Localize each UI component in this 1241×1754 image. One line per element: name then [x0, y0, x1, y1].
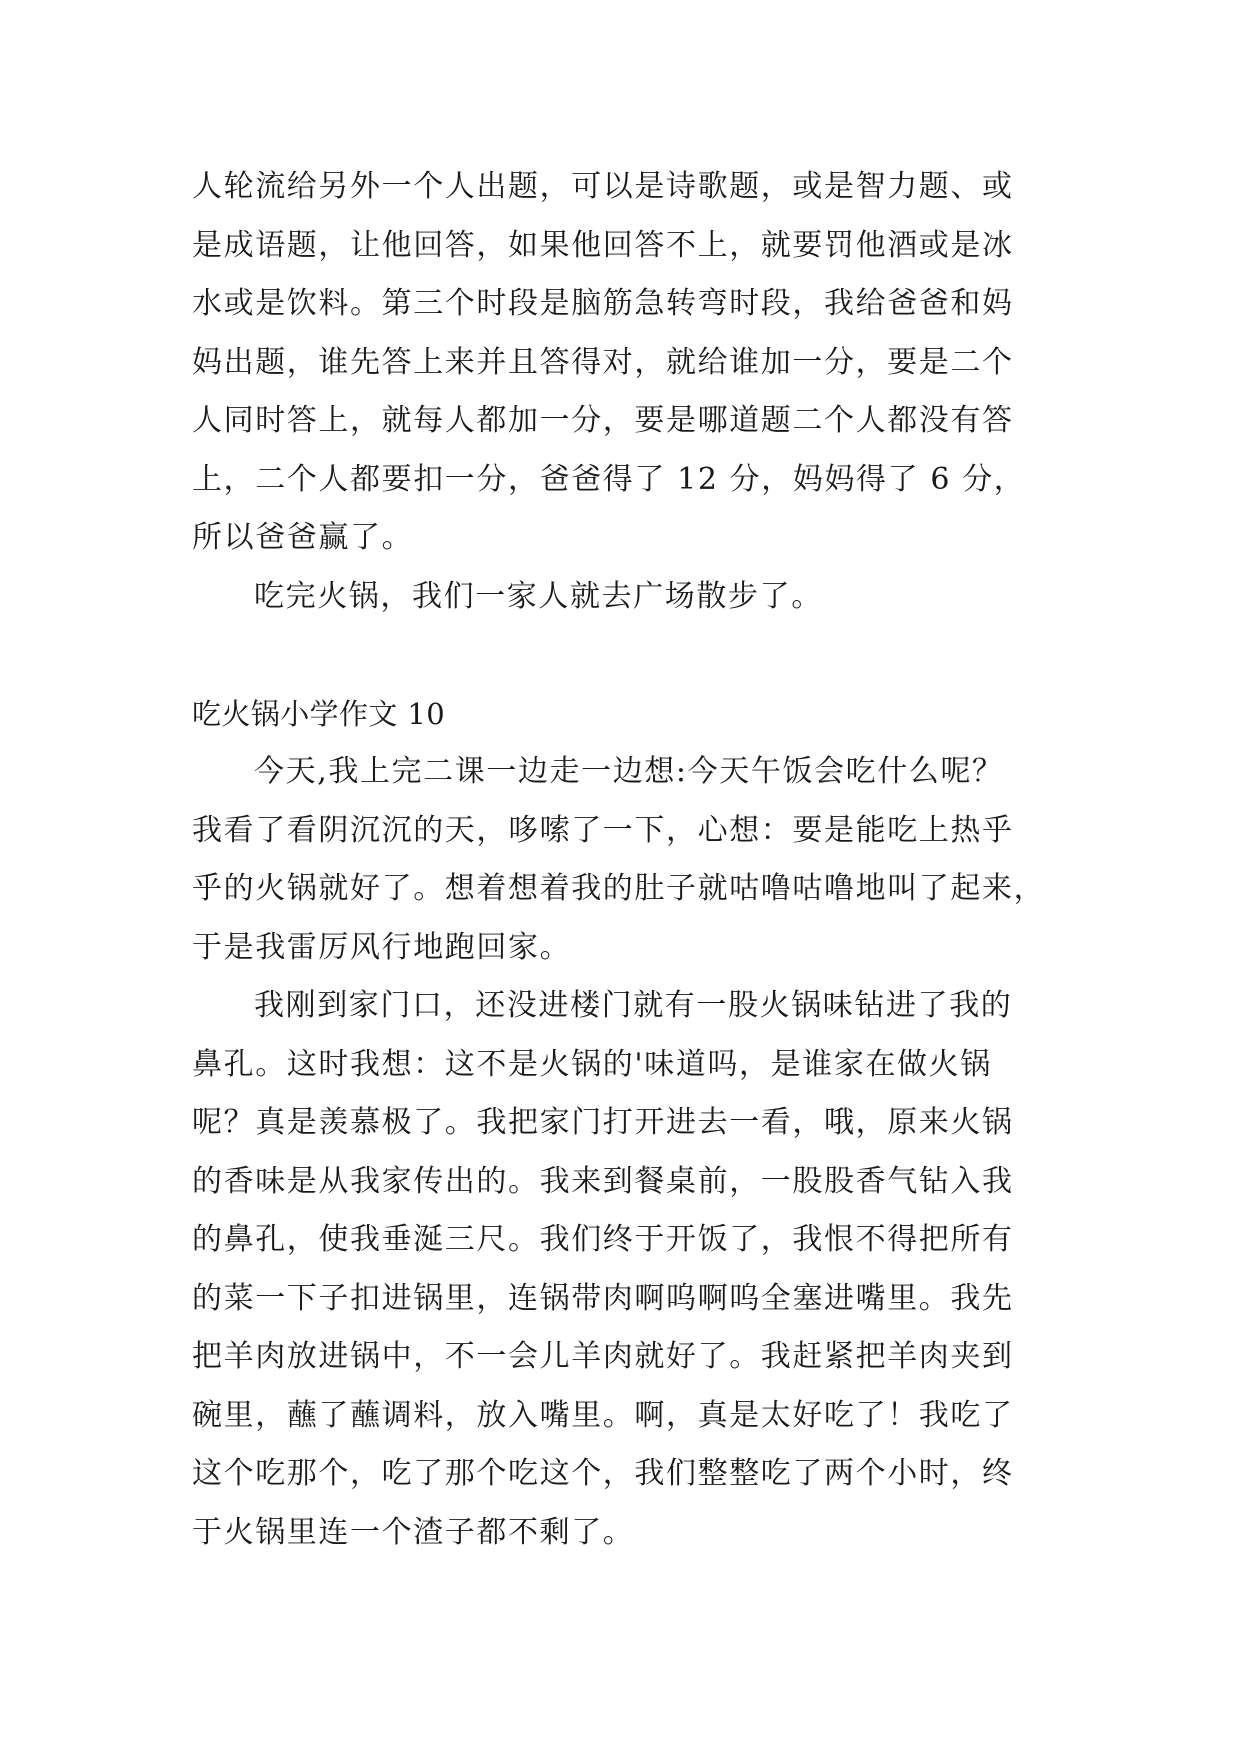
section-title: 吃火锅小学作文 10: [192, 696, 446, 731]
paragraph-2: [192, 977, 1058, 1562]
text-line: 呢？真是羡慕极了。我把家门打开进去一看，哦，原来火锅: [192, 1105, 1014, 1140]
document-page: [192, 158, 1058, 1562]
text-line: 的鼻孔，使我垂涎三尺。我们终于开饭了，我恨不得把所有: [192, 1222, 1014, 1257]
text-line: 人同时答上，就每人都加一分，要是哪道题二个人都没有答: [192, 403, 1014, 438]
text-line: 乎的火锅就好了。想着想着我的肚子就咕噜咕噜地叫了起来，: [192, 871, 1046, 906]
text-line: 的菜一下子扣进锅里，连锅带肉啊呜啊呜全塞进嘴里。我先: [192, 1280, 1014, 1316]
text-line: 于火锅里连一个渣子都不剩了。: [192, 1514, 635, 1550]
text-line: 妈出题，谁先答上来并且答得对，就给谁加一分，要是二个: [192, 344, 1014, 380]
text-line: 碗里，蘸了蘸调料，放入嘴里。啊，真是太好吃了！我吃了: [192, 1397, 1014, 1433]
closing-paragraph: 吃完火锅，我们一家人就去广场散步了。: [254, 578, 823, 614]
text-line: 水或是饮料。第三个时段是脑筋急转弯时段，我给爸爸和妈: [192, 286, 1014, 321]
text-line: 今天,我上完二课一边走一边想:今天午饭会吃什么呢？: [254, 754, 1004, 789]
section-gap: [192, 626, 1058, 685]
text-line: 这个吃那个，吃了那个吃这个，我们整整吃了两个小时，终: [192, 1456, 1014, 1491]
text-line: 上，二个人都要扣一分，爸爸得了 12 分，妈妈得了 6 分，: [192, 461, 1026, 497]
text-line: 于是我雷厉风行地跑回家。: [192, 929, 572, 965]
text-line: 我看了看阴沉沉的天，哆嗦了一下，心想：要是能吃上热乎: [192, 812, 1014, 848]
text-line: 把羊肉放进锅中，不一会儿羊肉就好了。我赶紧把羊肉夹到: [192, 1339, 1014, 1374]
text-line: 我刚到家门口，还没进楼门就有一股火锅味钻进了我的: [254, 988, 1013, 1023]
paragraph-1: [192, 743, 1058, 977]
text-line: 人轮流给另外一个人出题，可以是诗歌题，或是智力题、或: [192, 169, 1014, 204]
top-paragraph: [192, 158, 1058, 568]
text-line: 是成语题，让他回答，如果他回答不上，就要罚他酒或是冰: [192, 227, 1014, 263]
text-line: 所以爸爸赢了。: [192, 520, 414, 555]
text-line: 的香味是从我家传出的。我来到餐桌前，一股股香气钻入我: [192, 1163, 1014, 1199]
text-line: 鼻孔。这时我想：这不是火锅的'味道吗，是谁家在做火锅: [192, 1046, 992, 1082]
